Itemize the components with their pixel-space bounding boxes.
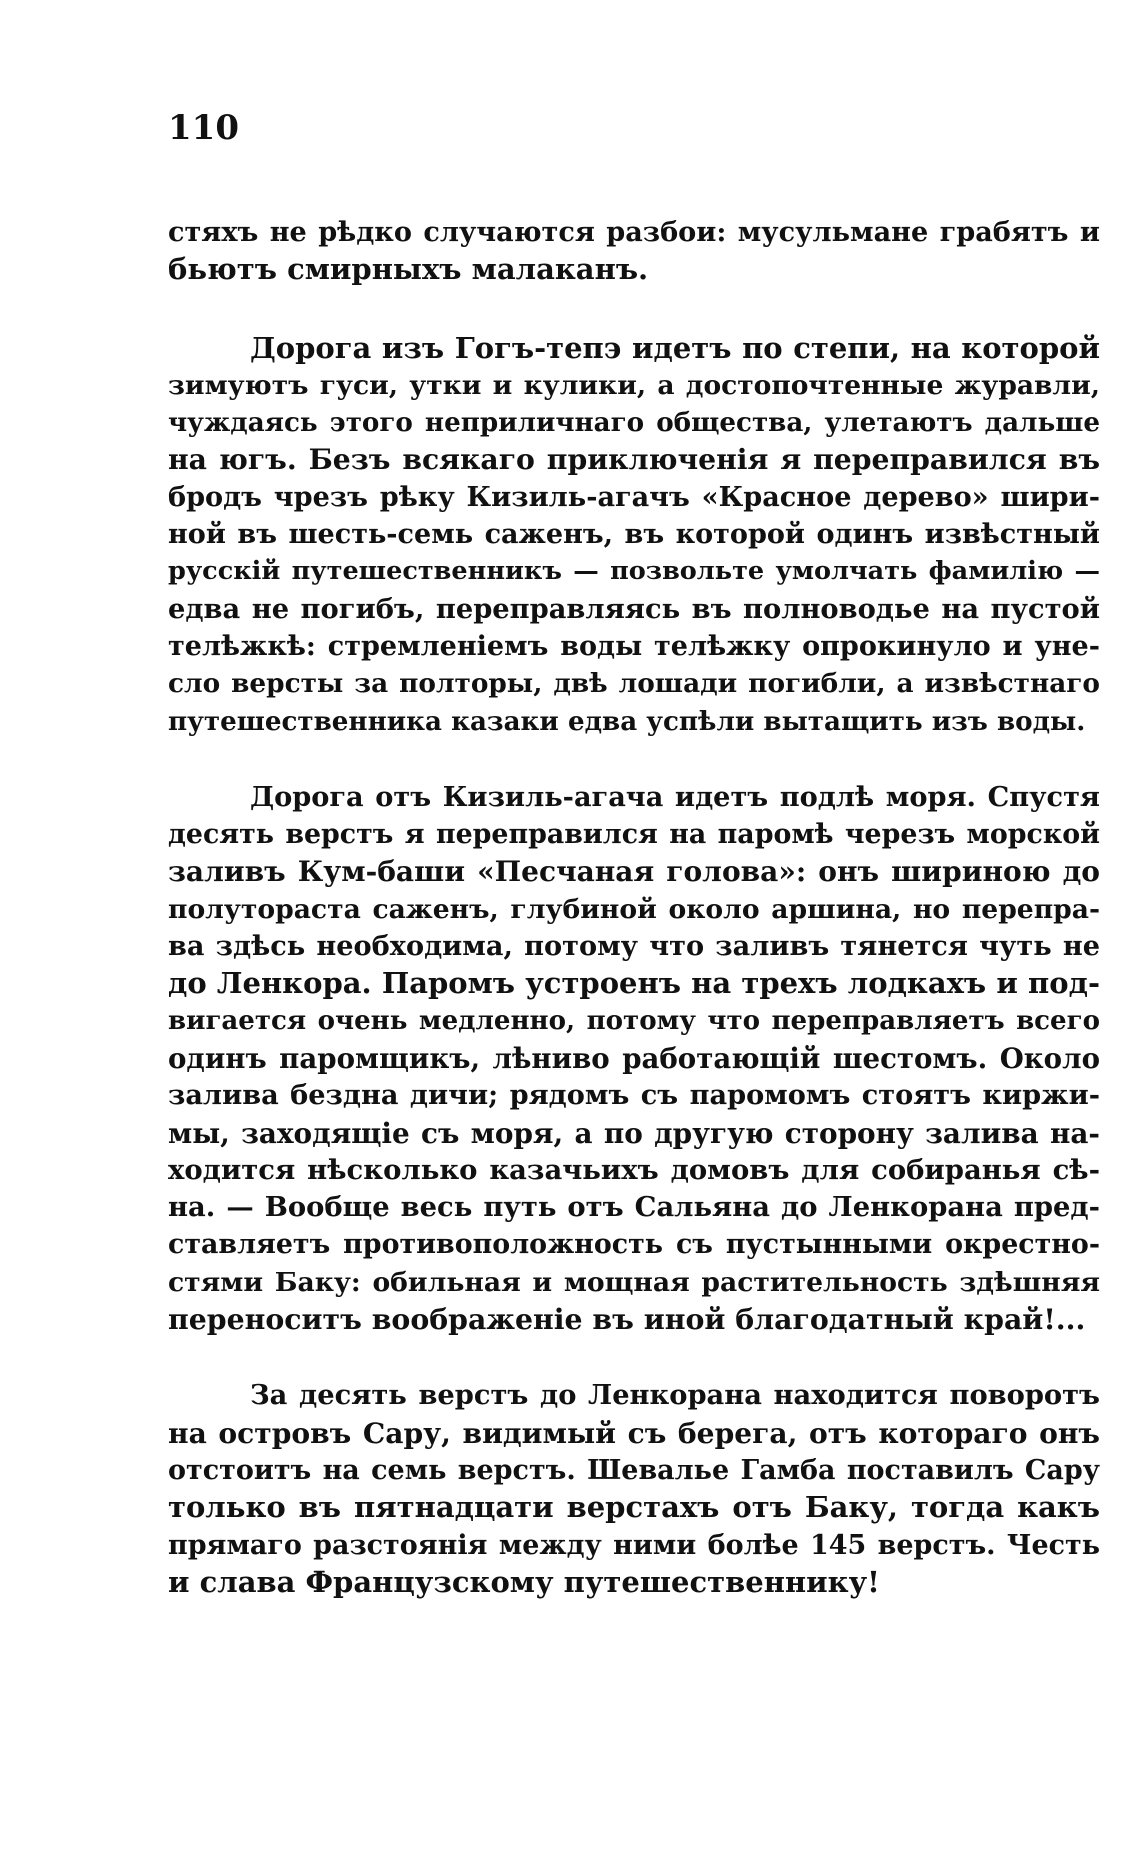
text-line: на югъ. Безъ всякаго приключенія я переправился въ xyxy=(168,442,1100,477)
text-line: Дорога изъ Гогъ-тепэ идетъ по степи, на которой xyxy=(250,330,1100,365)
paragraph-continued xyxy=(168,214,1100,289)
text-line: бродъ чрезъ рѣку Кизиль-агачъ «Красное дерево» шири- xyxy=(168,481,1100,513)
text-line: отстоитъ на семь верстъ. Шевалье Гамба поставилъ Сару xyxy=(168,1454,1100,1486)
text-line: мы, заходящіе съ моря, а по другую сторону залива на- xyxy=(168,1116,1100,1150)
text-line: ва здѣсь необходима, потому что заливъ тянется чуть не xyxy=(168,930,1100,963)
text-line: путешественника казаки едва успѣли вытащить изъ воды. xyxy=(168,705,1086,737)
text-line: русскій путешественникъ — позвольте умолчать фамилію — xyxy=(168,556,1100,587)
text-line: зимуютъ гуси, утки и кулики, а достопочтенные журавли, xyxy=(168,369,1100,401)
text-line: ходится нѣсколько казачьихъ домовъ для собиранья сѣ- xyxy=(168,1153,1100,1186)
book-page xyxy=(168,108,1100,1601)
text-line: вигается очень медленно, потому что переправляетъ всего xyxy=(168,1005,1100,1036)
text-line: на. — Вообще весь путь отъ Сальяна до Ленкорана пред- xyxy=(168,1191,1100,1224)
text-line: чуждаясь этого неприличнаго общества, улетаютъ дальше xyxy=(168,407,1100,439)
paragraph-road-from-kizil-agach xyxy=(168,779,1100,1338)
text-line: переноситъ воображеніе въ иной благодатный край!... xyxy=(168,1302,1086,1337)
text-line: стями Баку: обильная и мощная растительность здѣшняя xyxy=(168,1266,1100,1298)
text-line: ставляетъ противоположность съ пустынными окрестно- xyxy=(168,1229,1100,1261)
page-number: 110 xyxy=(168,108,239,148)
text-line: едва не погибъ, переправляясь въ полноводье на пустой xyxy=(168,592,1100,625)
paragraph-road-from-gog-tepe xyxy=(168,330,1100,740)
text-line: до Ленкора. Паромъ устроенъ на трехъ лодкахъ и под- xyxy=(168,966,1100,1001)
text-line: телѣжкѣ: стремленіемъ воды телѣжку опрокинуло и уне- xyxy=(168,630,1100,662)
text-line: сло версты за полторы, двѣ лошади погибли, а извѣстнаго xyxy=(168,668,1100,700)
text-line: За десять верстъ до Ленкорана находится поворотъ xyxy=(250,1379,1100,1412)
paragraph-island-saru xyxy=(168,1377,1100,1601)
text-line: только въ пятнадцати верстахъ отъ Баку, тогда какъ xyxy=(168,1490,1100,1525)
text-line: полутораста саженъ, глубиной около аршина, но перепра- xyxy=(168,893,1100,925)
text-line: ной въ шесть-семь саженъ, въ которой одинъ извѣстный xyxy=(168,519,1100,551)
text-line: заливъ Кум-баши «Песчаная голова»: онъ шириною до xyxy=(168,855,1100,889)
text-line: залива бездна дичи; рядомъ съ паромомъ стоятъ киржи- xyxy=(168,1079,1100,1112)
text-line: Дорога отъ Кизиль-агача идетъ подлѣ моря. Спустя xyxy=(250,780,1100,813)
text-line: стяхъ не рѣдко случаются разбои: мусульмане грабятъ и xyxy=(168,217,1100,248)
text-line: и слава Французскому путешественнику! xyxy=(168,1564,880,1599)
text-line: на островъ Сару, видимый съ берега, отъ котораго онъ xyxy=(168,1416,1100,1450)
text-line: бьютъ смирныхъ малаканъ. xyxy=(168,252,649,287)
text-line: одинъ паромщикъ, лѣниво работающій шестомъ. Около xyxy=(168,1041,1100,1075)
text-line: прямаго разстоянія между ними болѣе 145 верстъ. Честь xyxy=(168,1529,1100,1561)
text-line: десять верстъ я переправился на паромѣ черезъ морской xyxy=(168,819,1100,851)
